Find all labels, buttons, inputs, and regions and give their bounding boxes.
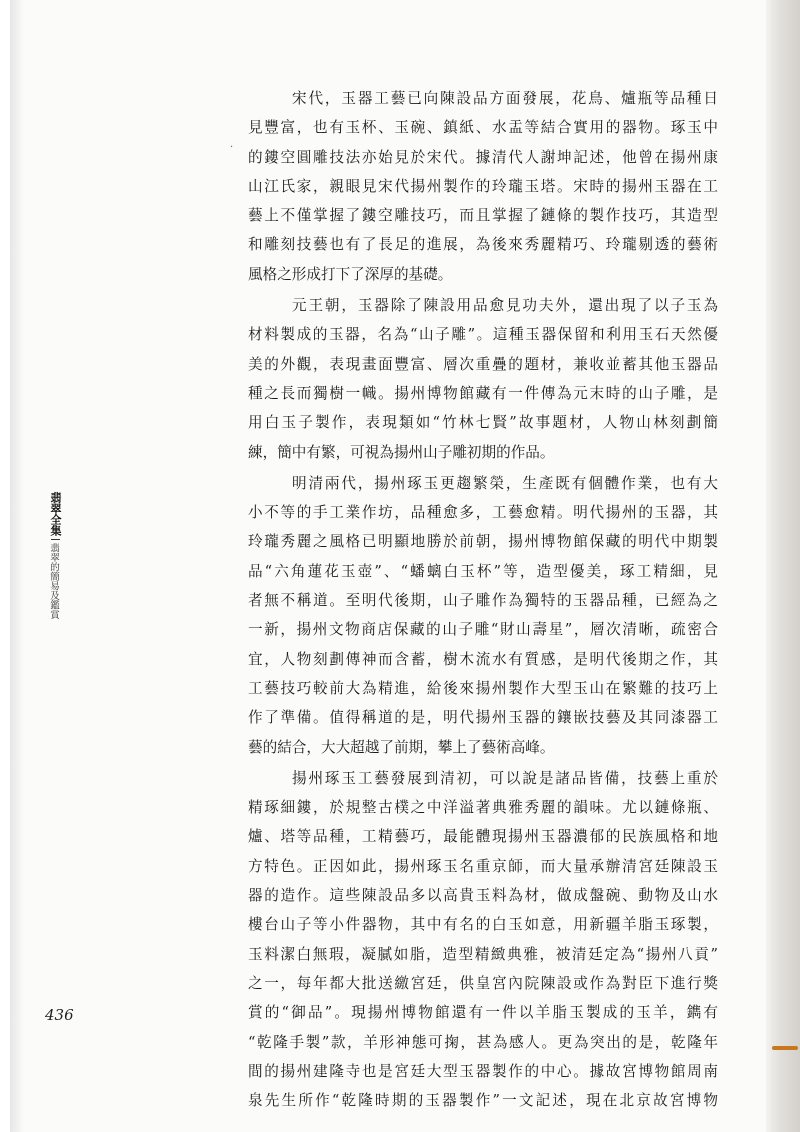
- text-line: 美的外觀，表現畫面豐富、層次重疊的題材，兼收並蓄其他玉器品: [248, 355, 718, 373]
- page-edge-mark: [772, 1046, 798, 1050]
- text-line: 品“六角蓮花玉壺”、“蟠螭白玉杯”等，造型優美，琢工精細，見: [248, 562, 718, 580]
- page-number: 436: [45, 1006, 74, 1024]
- text-line: 山江氏家，親眼見宋代揚州製作的玲瓏玉塔。宋時的揚州玉器在工: [248, 177, 718, 195]
- text-line: 的鏤空圓雕技法亦始見於宋代。據清代人謝坤記述，他曾在揚州康: [248, 148, 718, 166]
- text-line: 作了準備。值得稱道的是，明代揚州玉器的鑲嵌技藝及其同漆器工: [248, 709, 718, 727]
- text-line: 爐、塔等品種，工精藝巧，最能體現揚州玉器濃郁的民族風格和地: [248, 828, 718, 846]
- text-line: “乾隆手製”款，羊形神態可掬，甚為感人。更為突出的是，乾隆年: [248, 1033, 718, 1051]
- text-line: 和雕刻技藝也有了長足的進展，為後來秀麗精巧、玲瓏剔透的藝術: [248, 236, 718, 254]
- paragraph: [248, 469, 718, 762]
- text-line: 賞的“御品”。現揚州博物館還有一件以羊脂玉製成的玉羊，鐫有: [248, 1004, 718, 1022]
- text-line: 練，簡中有繁，可視為揚州山子雕初期的作品。: [248, 443, 555, 461]
- text-line: 宜，人物刻劃傳神而含蓄，樹木流水有質感，是明代後期之作，其: [248, 650, 718, 668]
- text-line: 者無不稱道。至明代後期，山子雕作為獨特的玉器品種，已經為之: [248, 592, 718, 610]
- text-line: 玲瓏秀麗之風格已明顯地勝於前朝，揚州博物館保藏的明代中期製: [248, 533, 718, 551]
- book-title: 翡翠全集: [49, 492, 62, 536]
- side-running-title: [48, 492, 66, 619]
- text-line: 種之長而獨樹一幟。揚州博物館藏有一件傳為元末時的山子雕，是: [248, 384, 718, 402]
- text-line: 風格之形成打下了深厚的基礎。: [248, 265, 453, 283]
- text-line: 材料製成的玉器，名為“山子雕”。這種玉器保留和利用玉石天然優: [248, 326, 718, 344]
- text-line: 樓台山子等小件器物，其中有名的白玉如意，用新疆羊脂玉琢製，: [248, 916, 718, 934]
- paragraph: [248, 764, 718, 1116]
- page-edge: [766, 0, 800, 1132]
- body-text: [248, 84, 718, 1117]
- chapter-title: 翡翠的簡易及鑑賞: [48, 543, 59, 619]
- text-line: 器的造作。這些陳設品多以高貴玉料為材，做成盤碗、動物及山水: [248, 887, 718, 905]
- paragraph: [248, 84, 718, 289]
- text-line: 玉料潔白無瑕，凝膩如脂，造型精緻典雅，被清廷定為“揚州八貢”: [248, 945, 718, 963]
- text-line: 方特色。正因如此，揚州琢玉名重京師，而大量承辦清宮廷陳設玉: [248, 857, 718, 875]
- text-line: 精琢細鏤，於規整古樸之中洋溢著典雅秀麗的韻味。尤以鏈條瓶、: [248, 799, 718, 817]
- text-line: 一新，揚州文物商店保藏的山子雕“財山壽星”，層次清晰，疏密合: [248, 621, 718, 639]
- text-line: 用白玉子製作，表現類如“竹林七賢”故事題材，人物山林刻劃簡: [248, 414, 718, 432]
- text-line: 工藝技巧較前大為精進，給後來揚州製作大型玉山在繁難的技巧上: [248, 679, 718, 697]
- text-line: 揚州琢玉工藝發展到清初，可以說是諸品皆備，技藝上重於: [292, 769, 718, 787]
- page-gutter-shadow: [10, 0, 24, 1132]
- text-line: 藝上不僅掌握了鏤空雕技巧，而且掌握了鏈條的製作技巧，其造型: [248, 207, 718, 225]
- paragraph: [248, 291, 718, 467]
- text-line: 間的揚州建隆寺也是宮廷大型玉器製作的中心。據故宮博物館周南: [248, 1062, 718, 1080]
- text-line: 小不等的手工業作坊，品種愈多，工藝愈精。明代揚州的玉器，其: [248, 504, 718, 522]
- text-line: 見豐富，也有玉杯、玉碗、鎮紙、水盂等結合實用的器物。琢玉中: [248, 119, 718, 137]
- text-line: 宋代，玉器工藝已向陳設品方面發展，花鳥、爐瓶等品種日: [292, 90, 718, 107]
- text-line: 泉先生所作“乾隆時期的玉器製作”一文記述，現在北京故宮博物: [248, 1092, 718, 1110]
- text-line: 藝的結合，大大超越了前期，攀上了藝術高峰。: [248, 738, 555, 756]
- margin-dot: ·: [230, 142, 234, 153]
- text-line: 明清兩代，揚州琢玉更趨繁榮，生產既有個體作業，也有大: [292, 474, 718, 492]
- side-title-divider: [51, 539, 60, 540]
- text-line: 之一，每年都大批送繳宮廷，供皇宮內院陳設或作為對臣下進行獎: [248, 974, 718, 992]
- text-line: 元王朝，玉器除了陳設用品愈見功夫外，還出現了以子玉為: [292, 297, 718, 315]
